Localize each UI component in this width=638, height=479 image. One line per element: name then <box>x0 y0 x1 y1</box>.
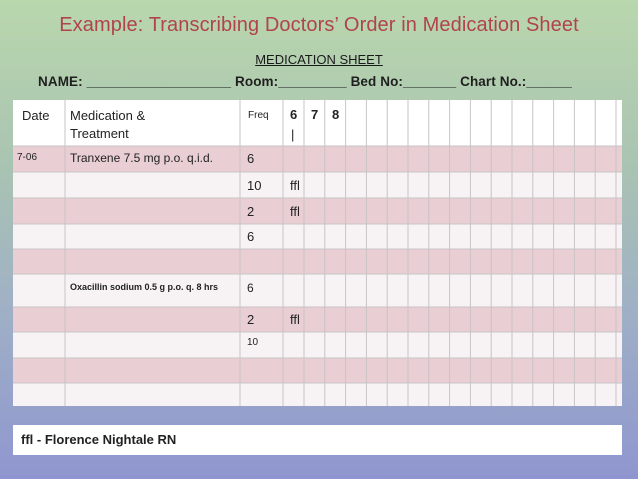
row-6-medication: Oxacillin sodium 0.5 g p.o. q. 8 hrs <box>70 282 219 292</box>
row-8-freq: 10 <box>247 337 259 348</box>
row-2-freq: 10 <box>247 178 262 193</box>
footer-legend <box>13 425 622 455</box>
footer-note: ffl - Florence Nightale RN <box>21 432 177 447</box>
sheet-title: MEDICATION SHEET <box>255 52 383 67</box>
header-medication: Medication & <box>70 108 146 123</box>
row-band-7 <box>13 307 622 332</box>
row-2-day-6: ffl <box>290 178 300 193</box>
header-freq: Freq <box>248 110 269 121</box>
row-band-5 <box>13 249 622 274</box>
header-day-6: 6 <box>290 107 298 122</box>
row-3-day-6: ffl <box>290 204 300 219</box>
row-3-freq: 2 <box>247 204 255 219</box>
row-1-freq: 6 <box>247 151 255 166</box>
medication-table <box>13 100 622 406</box>
table-grid <box>13 100 622 406</box>
row-band-9 <box>13 358 622 383</box>
header-day-6-mark: | <box>291 127 295 142</box>
row-band-10 <box>13 383 622 406</box>
row-band-3 <box>13 198 622 224</box>
header-day-7: 7 <box>311 107 319 122</box>
header-treatment: Treatment <box>70 126 129 141</box>
slide-title: Example: Transcribing Doctors’ Order in Medication Sheet <box>59 14 579 36</box>
row-band-2 <box>13 172 622 198</box>
patient-info-line: NAME: ___________________ Room:_________ Bed No:_______ Chart No.:______ <box>38 74 573 89</box>
row-band-4 <box>13 224 622 249</box>
row-7-day-6: ffl <box>290 312 300 327</box>
row-6-freq: 6 <box>247 281 254 295</box>
header-day-8: 8 <box>332 107 340 122</box>
row-1-medication: Tranxene 7.5 mg p.o. q.i.d. <box>70 151 213 165</box>
row-7-freq: 2 <box>247 312 255 327</box>
row-band-8 <box>13 332 622 358</box>
row-4-freq: 6 <box>247 229 255 244</box>
row-1-date: 7-06 <box>17 152 38 163</box>
header-date: Date <box>22 108 50 123</box>
